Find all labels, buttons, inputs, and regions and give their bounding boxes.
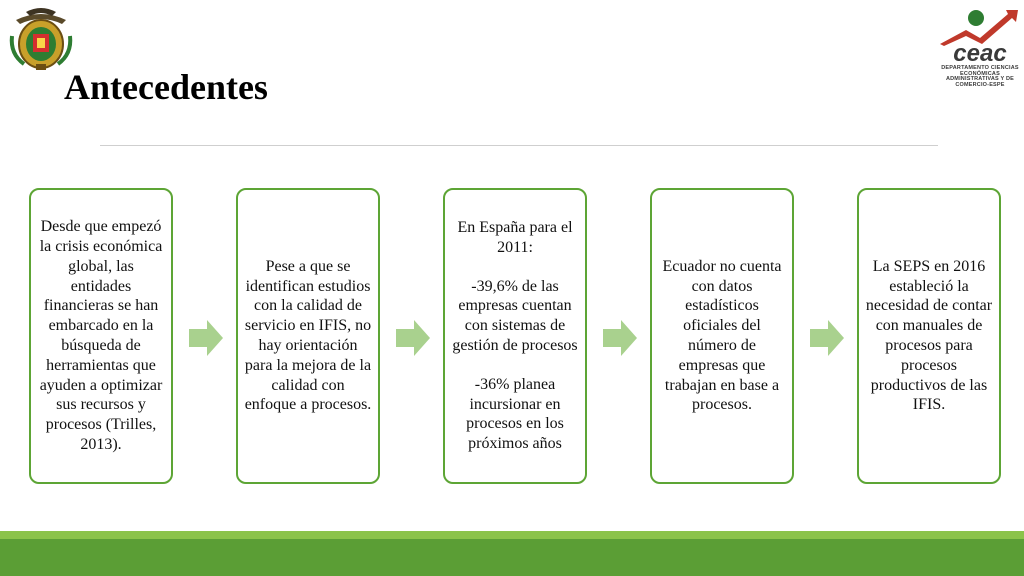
card-text: Pese a que se identifican estudios con la calidad de servicio en IFIS, no hay orientación para la mejora de la calidad con enfoque a procesos. [244,257,372,414]
footer-band-dark [0,539,1024,576]
arrow-right-icon [396,320,430,356]
card-text: -39,6% de las empresas cuentan con sistemas de gestión de procesos [452,277,578,354]
process-card-5 [857,188,1001,484]
card-text: Ecuador no cuenta con datos estadísticos oficiales del número de empresas que trabajan en base a procesos. [662,257,782,414]
coat-of-arms-logo [6,6,76,72]
card-text: En España para el 2011: [457,219,573,256]
arrow-right-icon [810,320,844,356]
footer-band-light [0,531,1024,539]
title-divider [100,145,938,146]
process-card-1 [29,188,173,484]
process-card-2 [236,188,380,484]
card-text: -36% planea incursionar en procesos en los próximos años [466,375,564,453]
process-card-4 [650,188,794,484]
card-text: Desde que empezó la crisis económica global, las entidades financieras se han embarcado en la búsqueda de herramientas que ayuden a optimizar sus recursos y procesos (Trilles, 2013). [39,218,163,453]
arrow-right-icon [603,320,637,356]
arrow-right-icon [189,320,223,356]
ceac-logo-caption: DEPARTAMENTO CIENCIAS ECONÓMICAS ADMINISTRATIVAS Y DE COMERCIO-ESPE [941,65,1019,88]
slide-title: Antecedentes [64,67,268,107]
ceac-logo-wordmark: ceac [953,40,1007,67]
process-card-3 [443,188,587,484]
card-text: La SEPS en 2016 estableció la necesidad de contar con manuales de procesos para procesos productivos de las IFIS. [865,257,993,414]
